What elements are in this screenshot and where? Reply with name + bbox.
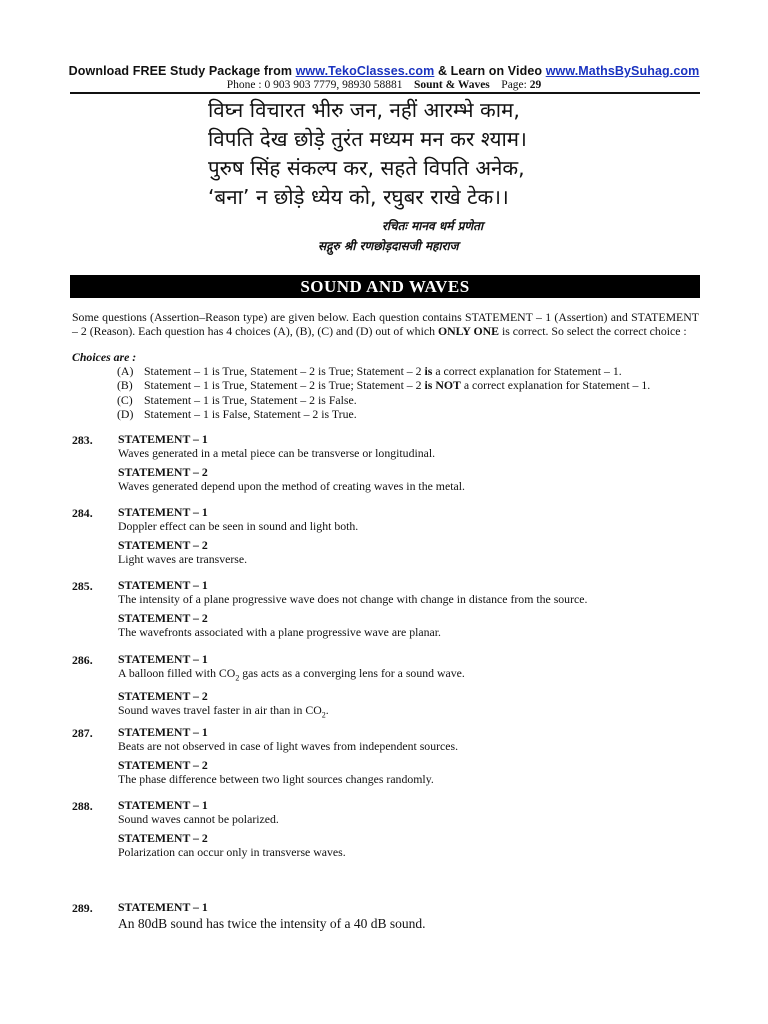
hindi-poem	[208, 96, 628, 212]
co2-subscript: 2	[235, 672, 240, 682]
statement-1-label: STATEMENT – 1	[118, 652, 208, 666]
statement-1-label: STATEMENT – 1	[118, 505, 208, 519]
choice-letter: (D)	[117, 406, 134, 421]
header-divider	[70, 92, 700, 94]
section-title-banner: SOUND AND WAVES	[70, 275, 700, 298]
choice-letter: (A)	[117, 364, 134, 378]
choice-bold: is	[424, 364, 433, 378]
statement-1-label: STATEMENT – 1	[118, 725, 208, 739]
statement-2-label: STATEMENT – 2	[118, 758, 208, 772]
choice-text: Statement – 1 is True, Statement – 2 is False.	[144, 392, 357, 407]
question-number: 288.	[72, 799, 93, 813]
poem-line: विघ्न विचारत भीरु जन, नहीं आरम्भे काम,	[208, 98, 520, 122]
co2-subscript: 2	[321, 710, 326, 720]
mathsbysuhag-link[interactable]: www.MathsBySuhag.com	[545, 64, 700, 78]
statement-1-text	[118, 667, 698, 685]
poem-line: ‘बना’ न छोड़े ध्येय को, रघुबर राखे टेक।।	[208, 185, 509, 209]
statement-text-part: A balloon filled with CO	[118, 665, 236, 680]
question-number: 289.	[72, 901, 93, 915]
intro-text: Some questions (Assertion–Reason type) are given below. Each question contains STATEMENT – 1 (Assertion) and STATEMENT – 2 (Reason). Each question has 4 choices (A), (B), (C) and (D) out of which	[72, 310, 699, 338]
statement-text-part: Sound waves travel faster in air than in CO	[118, 702, 322, 717]
poem-signature-guru: सद्गुरु श्री रणछोड़दासजी महाराज	[318, 239, 459, 253]
question-number: 283.	[72, 433, 93, 447]
subject-text: Sount & Waves	[413, 79, 490, 91]
statement-1-label: STATEMENT – 1	[118, 432, 208, 446]
choice-text-end: a correct explanation for Statement – 1.	[432, 364, 622, 378]
question-number: 286.	[72, 653, 93, 667]
statement-2-label: STATEMENT – 2	[118, 538, 208, 552]
download-header	[0, 64, 768, 78]
statement-1-text: Waves generated in a metal piece can be transverse or longitudinal.	[118, 445, 436, 460]
statement-2-text: The phase difference between two light sources changes randomly.	[118, 771, 434, 786]
poem-line: विपति देख छोड़े तुरंत मध्यम मन कर श्याम।	[208, 127, 527, 151]
question-number: 285.	[72, 579, 93, 593]
statement-2-text: The wavefronts associated with a plane progressive wave are planar.	[118, 624, 441, 639]
choices-title: Choices are :	[72, 350, 137, 364]
statement-text-part: gas acts as a converging lens for a sound wave.	[239, 665, 465, 680]
choice-letter: (B)	[117, 378, 133, 393]
statement-1-text: An 80dB sound has twice the intensity of a 40 dB sound.	[118, 915, 426, 931]
choice-d	[117, 407, 650, 421]
choice-text: Statement – 1 is True, Statement – 2 is True; Statement – 2	[144, 364, 425, 378]
statement-2-text	[118, 704, 698, 722]
download-text: Download FREE Study Package from	[68, 64, 296, 78]
statement-1-label: STATEMENT – 1	[118, 900, 208, 914]
choice-text-end: a correct explanation for Statement – 1.	[460, 378, 651, 393]
choice-text: Statement – 1 is False, Statement – 2 is True.	[144, 406, 357, 421]
choice-letter: (C)	[117, 392, 133, 407]
phone-header	[0, 79, 768, 91]
choice-b	[117, 378, 650, 392]
statement-2-label: STATEMENT – 2	[118, 465, 208, 479]
instructions-paragraph	[72, 310, 699, 338]
page-number: 29	[529, 79, 542, 91]
statement-1-text: Beats are not observed in case of light waves from independent sources.	[118, 738, 459, 753]
page-label: Page:	[501, 79, 530, 91]
statement-1-text: Doppler effect can be seen in sound and light both.	[118, 518, 359, 533]
tekoclasses-link[interactable]: www.TekoClasses.com	[295, 64, 435, 78]
statement-1-label: STATEMENT – 1	[118, 578, 208, 592]
statement-2-text: Waves generated depend upon the method of creating waves in the metal.	[118, 478, 465, 493]
statement-2-text: Light waves are transverse.	[118, 551, 248, 566]
intro-text-end: is correct. So select the correct choice :	[499, 324, 687, 338]
statement-2-label: STATEMENT – 2	[118, 689, 208, 704]
learn-video-text: & Learn on Video	[434, 64, 546, 78]
statement-2-label: STATEMENT – 2	[118, 831, 208, 845]
intro-bold: ONLY ONE	[437, 324, 500, 338]
poem-signature-author: रचितः मानव धर्म प्रणेता	[382, 219, 484, 233]
statement-1-text: The intensity of a plane progressive wave does not change with change in distance from the source.	[118, 591, 588, 606]
choice-text: Statement – 1 is True, Statement – 2 is True; Statement – 2	[144, 378, 425, 393]
question-number: 287.	[72, 726, 93, 740]
statement-text-part: .	[325, 702, 329, 717]
statement-2-text: Polarization can occur only in transverse waves.	[118, 844, 346, 859]
statement-1-text: Sound waves cannot be polarized.	[118, 811, 279, 826]
statement-1-label: STATEMENT – 1	[118, 798, 208, 812]
question-number: 284.	[72, 506, 93, 520]
choice-c	[117, 393, 650, 407]
poem-line: पुरुष सिंह संकल्प कर, सहते विपति अनेक,	[208, 156, 525, 180]
choice-a	[117, 364, 650, 378]
phone-text: Phone : 0 903 903 7779, 98930 58881	[226, 79, 403, 91]
statement-2-label: STATEMENT – 2	[118, 611, 208, 625]
choice-bold: is NOT	[424, 378, 461, 393]
choices-list	[117, 364, 650, 421]
